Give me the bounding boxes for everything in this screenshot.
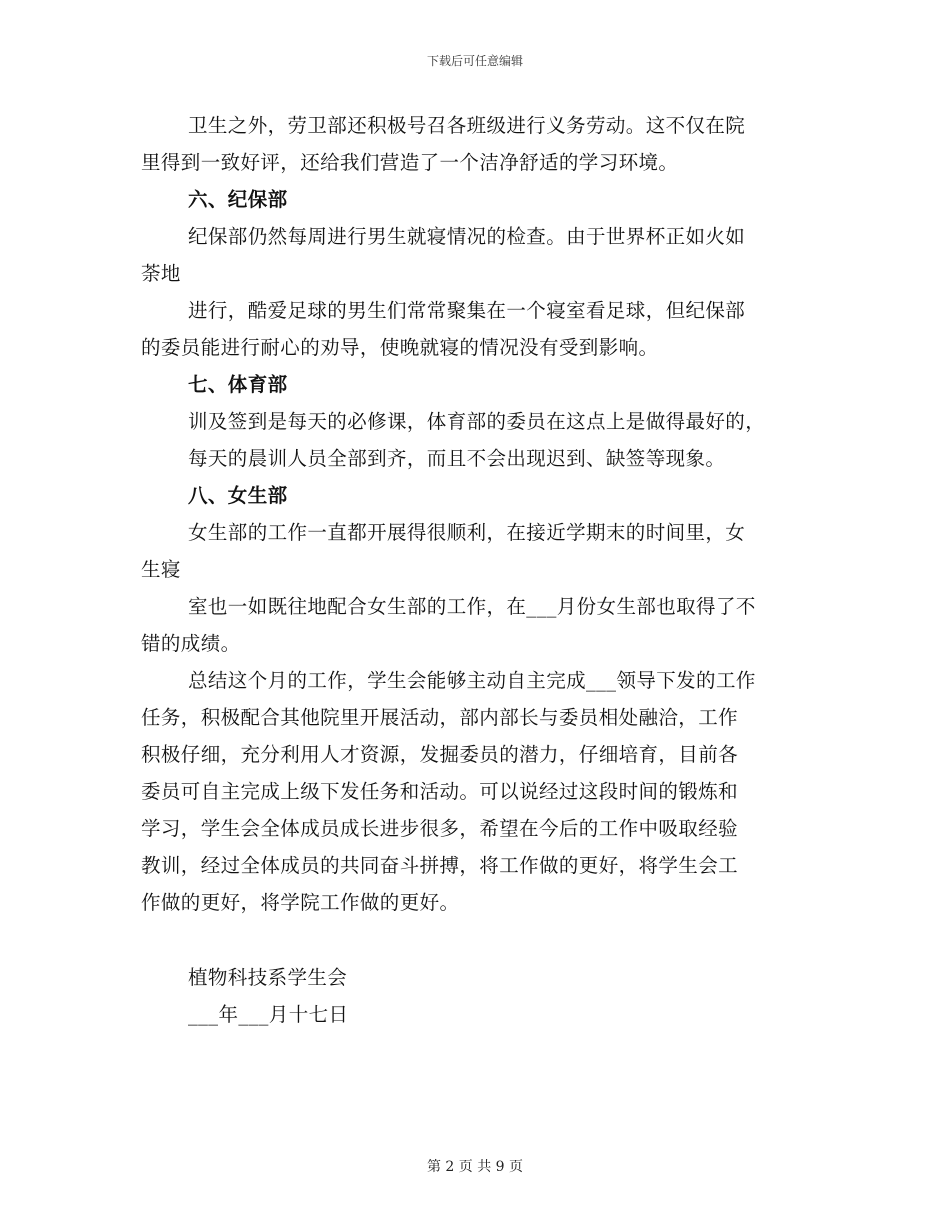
paragraph-line: 的委员能进行耐心的劝导，使晚就寝的情况没有受到影响。 [141, 336, 659, 359]
section-heading: 八、女生部 [188, 484, 288, 507]
paragraph-line: 纪保部仍然每周进行男生就寝情况的检查。由于世界杯正如火如 [188, 225, 746, 248]
paragraph-line: 荼地 [141, 262, 181, 285]
signature-date: ___年___月十七日 [188, 1003, 349, 1026]
paragraph-line: 总结这个月的工作，学生会能够主动自主完成___领导下发的工作 [188, 669, 756, 692]
signature-org: 植物科技系学生会 [188, 966, 348, 989]
paragraph-line: 训及签到是每天的必修课，体育部的委员在这点上是做得最好的， [188, 410, 766, 433]
paragraph-line: 生寝 [141, 558, 181, 581]
paragraph-line: 卫生之外，劳卫部还积极号召各班级进行义务劳动。这不仅在院 [188, 114, 746, 137]
section-heading: 七、体育部 [188, 373, 288, 396]
paragraph-line: 每天的晨训人员全部到齐，而且不会出现迟到、缺签等现象。 [188, 447, 726, 470]
paragraph-line: 作做的更好，将学院工作做的更好。 [141, 891, 460, 914]
paragraph-line: 任务，积极配合其他院里开展活动，部内部长与委员相处融洽，工作 [141, 706, 739, 729]
paragraph-line: 教训，经过全体成员的共同奋斗拼搏，将工作做的更好，将学生会工 [141, 854, 739, 877]
paragraph-line: 室也一如既往地配合女生部的工作，在___月份女生部也取得了不 [188, 595, 756, 618]
paragraph-line: 积极仔细，充分利用人才资源，发掘委员的潜力，仔细培育，目前各 [141, 743, 739, 766]
page-header: 下载后可任意编辑 [426, 54, 523, 68]
section-heading: 六、纪保部 [188, 188, 288, 211]
paragraph-line: 学习，学生会全体成员成长进步很多，希望在今后的工作中吸取经验 [141, 817, 739, 840]
paragraph-line: 进行，酷爱足球的男生们常常聚集在一个寝室看足球，但纪保部 [188, 299, 746, 322]
paragraph-line: 委员可自主完成上级下发任务和活动。可以说经过这段时间的锻炼和 [141, 780, 739, 803]
page-number: 第 2 页 共 9 页 [426, 1159, 524, 1175]
paragraph-line: 里得到一致好评，还给我们营造了一个洁净舒适的学习环境。 [141, 151, 679, 174]
paragraph-line: 错的成绩。 [141, 632, 241, 655]
paragraph-line: 女生部的工作一直都开展得很顺利，在接近学期末的时间里，女 [188, 521, 746, 544]
